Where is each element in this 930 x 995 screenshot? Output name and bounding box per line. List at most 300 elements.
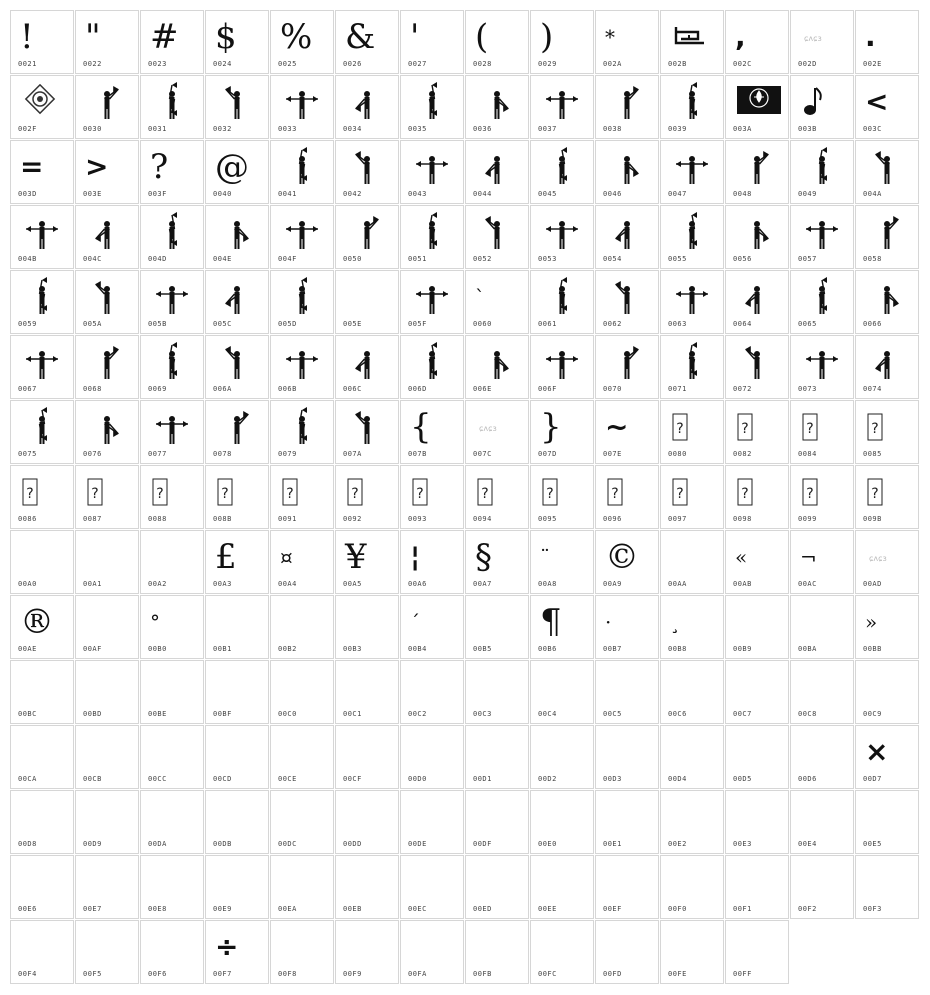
glyph-cell xyxy=(10,75,74,139)
empty-glyph xyxy=(271,858,333,906)
glyph-char: ! xyxy=(20,17,34,57)
glyph-code: 004A xyxy=(863,190,882,198)
glyph-code: 00BB xyxy=(863,645,882,653)
svg-text:?: ? xyxy=(741,421,749,437)
semaphore-figure-icon xyxy=(206,208,268,256)
glyph-code: 004B xyxy=(18,255,37,263)
glyph-code: 00ED xyxy=(473,905,492,913)
glyph-cell xyxy=(10,270,74,334)
glyph-cell xyxy=(790,660,854,724)
glyph-code: 00FE xyxy=(668,970,687,978)
glyph-cell xyxy=(75,270,139,334)
glyph-cell xyxy=(205,335,269,399)
glyph-code: 00EA xyxy=(278,905,297,913)
glyph-code: 00CA xyxy=(18,775,37,783)
glyph-code: 00DD xyxy=(343,840,362,848)
glyph-code: 00CB xyxy=(83,775,102,783)
glyph-code: 003C xyxy=(863,125,882,133)
scout-flag-icon xyxy=(726,78,788,126)
glyph-cell xyxy=(660,270,724,334)
glyph-code: 002E xyxy=(863,60,882,68)
glyph-cell xyxy=(790,10,854,74)
glyph-code: 00C2 xyxy=(408,710,427,718)
semaphore-figure-icon xyxy=(206,403,268,451)
glyph-code: 0096 xyxy=(603,515,622,523)
music-note-icon xyxy=(791,78,853,126)
glyph-code: 00A7 xyxy=(473,580,492,588)
glyph-code: 00D9 xyxy=(83,840,102,848)
glyph-cell xyxy=(335,725,399,789)
glyph-cell xyxy=(335,75,399,139)
glyph-code: 0093 xyxy=(408,515,427,523)
empty-glyph xyxy=(401,923,463,971)
glyph-cell xyxy=(465,530,529,594)
glyph-cell xyxy=(595,10,659,74)
svg-text:?: ? xyxy=(221,486,229,502)
glyph-cell xyxy=(400,530,464,594)
glyph-cell xyxy=(660,10,724,74)
glyph-code: 0099 xyxy=(798,515,817,523)
glyph-cell xyxy=(595,725,659,789)
glyph-char: % xyxy=(280,17,313,57)
glyph-cell xyxy=(400,400,464,464)
glyph-code: 00F4 xyxy=(18,970,37,978)
glyph-cell xyxy=(855,400,919,464)
glyph-code: 00A6 xyxy=(408,580,427,588)
glyph-cell xyxy=(790,465,854,529)
empty-glyph xyxy=(661,533,723,581)
empty-glyph xyxy=(76,663,138,711)
empty-glyph xyxy=(11,533,73,581)
glyph-cell xyxy=(530,335,594,399)
empty-glyph xyxy=(336,663,398,711)
empty-glyph xyxy=(141,923,203,971)
semaphore-figure-icon xyxy=(76,403,138,451)
glyph-cell xyxy=(270,400,334,464)
semaphore-figure-icon xyxy=(336,403,398,451)
semaphore-figure-icon xyxy=(726,208,788,256)
glyph-cell xyxy=(140,530,204,594)
glyph-code: 0043 xyxy=(408,190,427,198)
semaphore-figure-icon xyxy=(661,78,723,126)
glyph-cell xyxy=(595,205,659,269)
glyph-code: 0055 xyxy=(668,255,687,263)
empty-glyph xyxy=(856,663,918,711)
glyph-code: 00D7 xyxy=(863,775,882,783)
glyph-code: 0054 xyxy=(603,255,622,263)
empty-glyph xyxy=(661,793,723,841)
semaphore-figure-icon xyxy=(11,338,73,386)
empty-glyph xyxy=(596,663,658,711)
empty-glyph xyxy=(531,923,593,971)
missing-glyph-icon xyxy=(401,468,463,516)
semaphore-figure-icon xyxy=(531,78,593,126)
empty-glyph xyxy=(596,858,658,906)
empty-glyph xyxy=(466,923,528,971)
glyph-code: 00CC xyxy=(148,775,167,783)
glyph-code: 00CF xyxy=(343,775,362,783)
glyph-code: 00BE xyxy=(148,710,167,718)
glyph-cell xyxy=(725,205,789,269)
glyph-cell xyxy=(790,335,854,399)
empty-glyph xyxy=(596,793,658,841)
glyph-cell xyxy=(335,530,399,594)
glyph-code: 00EB xyxy=(343,905,362,913)
glyph-code: 0084 xyxy=(798,450,817,458)
glyph-code: 00F5 xyxy=(83,970,102,978)
semaphore-figure-icon xyxy=(531,338,593,386)
glyph-code: 0053 xyxy=(538,255,557,263)
glyph-cell xyxy=(530,10,594,74)
glyph-cell xyxy=(335,400,399,464)
svg-text:?: ? xyxy=(156,486,164,502)
glyph-code: 004D xyxy=(148,255,167,263)
glyph-code: 00F0 xyxy=(668,905,687,913)
glyph-code: 0082 xyxy=(733,450,752,458)
semaphore-figure-icon xyxy=(661,338,723,386)
svg-text:?: ? xyxy=(91,486,99,502)
glyph-code: 00B8 xyxy=(668,645,687,653)
glyph-char: « xyxy=(735,545,748,569)
glyph-cell xyxy=(400,205,464,269)
glyph-code: 0077 xyxy=(148,450,167,458)
glyph-char: § xyxy=(475,537,492,577)
glyph-cell xyxy=(270,465,334,529)
glyph-code: 00C4 xyxy=(538,710,557,718)
glyph-char: ÷ xyxy=(215,930,239,963)
glyph-code: 0029 xyxy=(538,60,557,68)
semaphore-figure-icon xyxy=(206,273,268,321)
glyph-code: 0035 xyxy=(408,125,427,133)
glyph-char: ¨ xyxy=(540,545,550,569)
glyph-code: 00E7 xyxy=(83,905,102,913)
missing-glyph-icon xyxy=(596,468,658,516)
glyph-cell xyxy=(140,660,204,724)
glyph-cell xyxy=(725,790,789,854)
glyph-cell xyxy=(75,205,139,269)
empty-glyph xyxy=(791,858,853,906)
glyph-cell xyxy=(270,270,334,334)
glyph-code: 00E3 xyxy=(733,840,752,848)
glyph-code: 00AF xyxy=(83,645,102,653)
glyph-cell xyxy=(465,920,529,984)
glyph-cell xyxy=(270,920,334,984)
svg-text:ɕʌɕɜ: ɕʌɕɜ xyxy=(869,554,887,563)
svg-text:?: ? xyxy=(611,486,619,502)
glyph-code: 003E xyxy=(83,190,102,198)
glyph-cell xyxy=(335,465,399,529)
glyph-cell xyxy=(270,335,334,399)
glyph-cell xyxy=(660,855,724,919)
glyph-cell xyxy=(790,400,854,464)
glyph-code: 0048 xyxy=(733,190,752,198)
glyph-cell xyxy=(400,660,464,724)
glyph-code: 0065 xyxy=(798,320,817,328)
glyph-code: 00C9 xyxy=(863,710,882,718)
glyph-cell xyxy=(725,920,789,984)
missing-glyph-icon xyxy=(856,403,918,451)
glyph-cell xyxy=(205,920,269,984)
empty-glyph xyxy=(336,923,398,971)
glyph-code: 0086 xyxy=(18,515,37,523)
semaphore-figure-icon xyxy=(141,403,203,451)
glyph-code: 0026 xyxy=(343,60,362,68)
glyph-char: ° xyxy=(150,610,160,634)
glyph-cell xyxy=(595,790,659,854)
empty-glyph xyxy=(856,793,918,841)
missing-glyph-icon xyxy=(206,468,268,516)
glyph-code: 0068 xyxy=(83,385,102,393)
glyph-code: 003B xyxy=(798,125,817,133)
glyph-cell xyxy=(75,530,139,594)
glyph-cell xyxy=(205,10,269,74)
glyph-cell xyxy=(595,920,659,984)
glyph-code: 00A3 xyxy=(213,580,232,588)
glyph-code: 0041 xyxy=(278,190,297,198)
semaphore-figure-icon xyxy=(401,338,463,386)
glyph-cell xyxy=(270,140,334,204)
empty-glyph xyxy=(791,793,853,841)
empty-glyph xyxy=(271,728,333,776)
glyph-code: 006D xyxy=(408,385,427,393)
semaphore-figure-icon xyxy=(726,143,788,191)
glyph-cell xyxy=(530,790,594,854)
missing-glyph-icon xyxy=(856,468,918,516)
glyph-cell xyxy=(335,920,399,984)
glyph-cell xyxy=(595,140,659,204)
svg-text:?: ? xyxy=(676,421,684,437)
empty-glyph xyxy=(661,663,723,711)
glyph-code: 00E8 xyxy=(148,905,167,913)
glyph-code: 007D xyxy=(538,450,557,458)
glyph-code: 0052 xyxy=(473,255,492,263)
glyph-code: 00D8 xyxy=(18,840,37,848)
glyph-code: 00B6 xyxy=(538,645,557,653)
glyph-char: » xyxy=(865,610,878,634)
glyph-code: 00EC xyxy=(408,905,427,913)
glyph-cell xyxy=(205,140,269,204)
glyph-code: 006A xyxy=(213,385,232,393)
glyph-code: 00F6 xyxy=(148,970,167,978)
empty-glyph xyxy=(531,858,593,906)
glyph-char: . xyxy=(865,20,876,53)
glyph-char: ¥ xyxy=(345,537,367,577)
glyph-code: 009B xyxy=(863,515,882,523)
glyph-code: 006B xyxy=(278,385,297,393)
semaphore-figure-icon xyxy=(271,143,333,191)
glyph-cell xyxy=(335,205,399,269)
glyph-cell xyxy=(855,465,919,529)
glyph-cell xyxy=(335,790,399,854)
glyph-code: 0028 xyxy=(473,60,492,68)
glyph-cell xyxy=(465,205,529,269)
glyph-cell xyxy=(725,335,789,399)
glyph-cell xyxy=(270,660,334,724)
glyph-cell xyxy=(270,790,334,854)
glyph-code: 0097 xyxy=(668,515,687,523)
glyph-code: 00CE xyxy=(278,775,297,783)
glyph-code: 006E xyxy=(473,385,492,393)
glyph-code: 00AE xyxy=(18,645,37,653)
glyph-code: 0040 xyxy=(213,190,232,198)
faded-glyph-icon xyxy=(856,533,918,581)
semaphore-figure-icon xyxy=(336,338,398,386)
glyph-code: 00E9 xyxy=(213,905,232,913)
glyph-cell xyxy=(855,725,919,789)
glyph-char: © xyxy=(605,537,639,577)
glyph-char: & xyxy=(345,17,376,57)
glyph-cell xyxy=(205,660,269,724)
glyph-code: 0067 xyxy=(18,385,37,393)
glyph-cell xyxy=(10,465,74,529)
empty-glyph xyxy=(76,923,138,971)
semaphore-figure-icon xyxy=(466,78,528,126)
glyph-code: 00C1 xyxy=(343,710,362,718)
glyph-cell xyxy=(270,855,334,919)
glyph-cell xyxy=(530,595,594,659)
glyph-code: 00DA xyxy=(148,840,167,848)
glyph-cell xyxy=(140,335,204,399)
semaphore-figure-icon xyxy=(596,78,658,126)
empty-glyph xyxy=(206,858,268,906)
glyph-code: 00B0 xyxy=(148,645,167,653)
glyph-cell xyxy=(855,10,919,74)
glyph-code: 00AA xyxy=(668,580,687,588)
glyph-code: 00E0 xyxy=(538,840,557,848)
glyph-char: > xyxy=(85,150,109,183)
empty-glyph xyxy=(76,598,138,646)
glyph-code: 0027 xyxy=(408,60,427,68)
glyph-code: 006C xyxy=(343,385,362,393)
glyph-cell xyxy=(75,335,139,399)
glyph-cell xyxy=(595,270,659,334)
glyph-cell xyxy=(205,205,269,269)
empty-glyph xyxy=(271,923,333,971)
glyph-cell xyxy=(530,400,594,464)
glyph-code: 00A8 xyxy=(538,580,557,588)
glyph-cell xyxy=(75,660,139,724)
glyph-cell xyxy=(595,595,659,659)
semaphore-figure-icon xyxy=(271,403,333,451)
glyph-cell xyxy=(530,465,594,529)
glyph-cell xyxy=(595,75,659,139)
glyph-code: 0079 xyxy=(278,450,297,458)
glyph-cell xyxy=(725,465,789,529)
glyph-code: 00F8 xyxy=(278,970,297,978)
glyph-cell xyxy=(790,530,854,594)
glyph-code: 0091 xyxy=(278,515,297,523)
semaphore-figure-icon xyxy=(11,273,73,321)
svg-text:ɕʌɕɜ: ɕʌɕɜ xyxy=(804,34,822,43)
glyph-char: ¸ xyxy=(670,610,680,634)
glyph-code: 0046 xyxy=(603,190,622,198)
faded-glyph-icon xyxy=(466,403,528,451)
glyph-cell xyxy=(140,725,204,789)
semaphore-figure-icon xyxy=(661,143,723,191)
glyph-cell xyxy=(790,855,854,919)
glyph-code: 00A2 xyxy=(148,580,167,588)
glyph-cell xyxy=(530,75,594,139)
glyph-code: 0058 xyxy=(863,255,882,263)
glyph-code: 0024 xyxy=(213,60,232,68)
glyph-cell xyxy=(335,660,399,724)
empty-glyph xyxy=(206,728,268,776)
glyph-code: 0036 xyxy=(473,125,492,133)
glyph-code: 00EF xyxy=(603,905,622,913)
glyph-code: 0078 xyxy=(213,450,232,458)
empty-glyph xyxy=(726,663,788,711)
glyph-cell xyxy=(855,140,919,204)
glyph-code: 00FA xyxy=(408,970,427,978)
glyph-code: 002B xyxy=(668,60,687,68)
glyph-cell xyxy=(10,530,74,594)
glyph-cell xyxy=(725,140,789,204)
glyph-code: 00B2 xyxy=(278,645,297,653)
semaphore-figure-icon xyxy=(726,273,788,321)
svg-text:?: ? xyxy=(416,486,424,502)
semaphore-figure-icon xyxy=(271,78,333,126)
glyph-cell xyxy=(335,270,399,334)
glyph-cell xyxy=(465,790,529,854)
glyph-code: 00DB xyxy=(213,840,232,848)
glyph-code: 00CD xyxy=(213,775,232,783)
glyph-code: 00DF xyxy=(473,840,492,848)
glyph-cell xyxy=(10,205,74,269)
glyph-code: 0076 xyxy=(83,450,102,458)
missing-glyph-icon xyxy=(336,468,398,516)
glyph-code: 0085 xyxy=(863,450,882,458)
glyph-char: ~ xyxy=(605,410,629,443)
semaphore-figure-icon xyxy=(856,143,918,191)
empty-glyph xyxy=(336,793,398,841)
glyph-code: 0072 xyxy=(733,385,752,393)
glyph-char: $ xyxy=(215,17,237,57)
glyph-char: ' xyxy=(410,17,420,57)
glyph-code: 00A1 xyxy=(83,580,102,588)
glyph-cell xyxy=(530,660,594,724)
glyph-cell xyxy=(270,725,334,789)
semaphore-figure-icon xyxy=(726,338,788,386)
glyph-code: 00FF xyxy=(733,970,752,978)
glyph-cell xyxy=(140,400,204,464)
glyph-code: 00F3 xyxy=(863,905,882,913)
glyph-cell xyxy=(660,530,724,594)
glyph-cell xyxy=(10,595,74,659)
glyph-cell xyxy=(660,920,724,984)
glyph-cell xyxy=(725,10,789,74)
glyph-code: 00B4 xyxy=(408,645,427,653)
empty-glyph xyxy=(531,663,593,711)
glyph-cell xyxy=(595,335,659,399)
glyph-cell xyxy=(465,660,529,724)
glyph-cell xyxy=(335,335,399,399)
glyph-cell xyxy=(725,855,789,919)
glyph-cell xyxy=(140,465,204,529)
glyph-code: 0032 xyxy=(213,125,232,133)
glyph-cell xyxy=(660,725,724,789)
glyph-code: 0066 xyxy=(863,320,882,328)
glyph-code: 00FD xyxy=(603,970,622,978)
glyph-code: 00A9 xyxy=(603,580,622,588)
glyph-cell xyxy=(465,725,529,789)
semaphore-figure-icon xyxy=(531,208,593,256)
semaphore-figure-icon xyxy=(466,208,528,256)
glyph-cell xyxy=(335,10,399,74)
glyph-code: 00C6 xyxy=(668,710,687,718)
glyph-code: 0023 xyxy=(148,60,167,68)
glyph-code: 00D3 xyxy=(603,775,622,783)
glyph-cell xyxy=(465,10,529,74)
